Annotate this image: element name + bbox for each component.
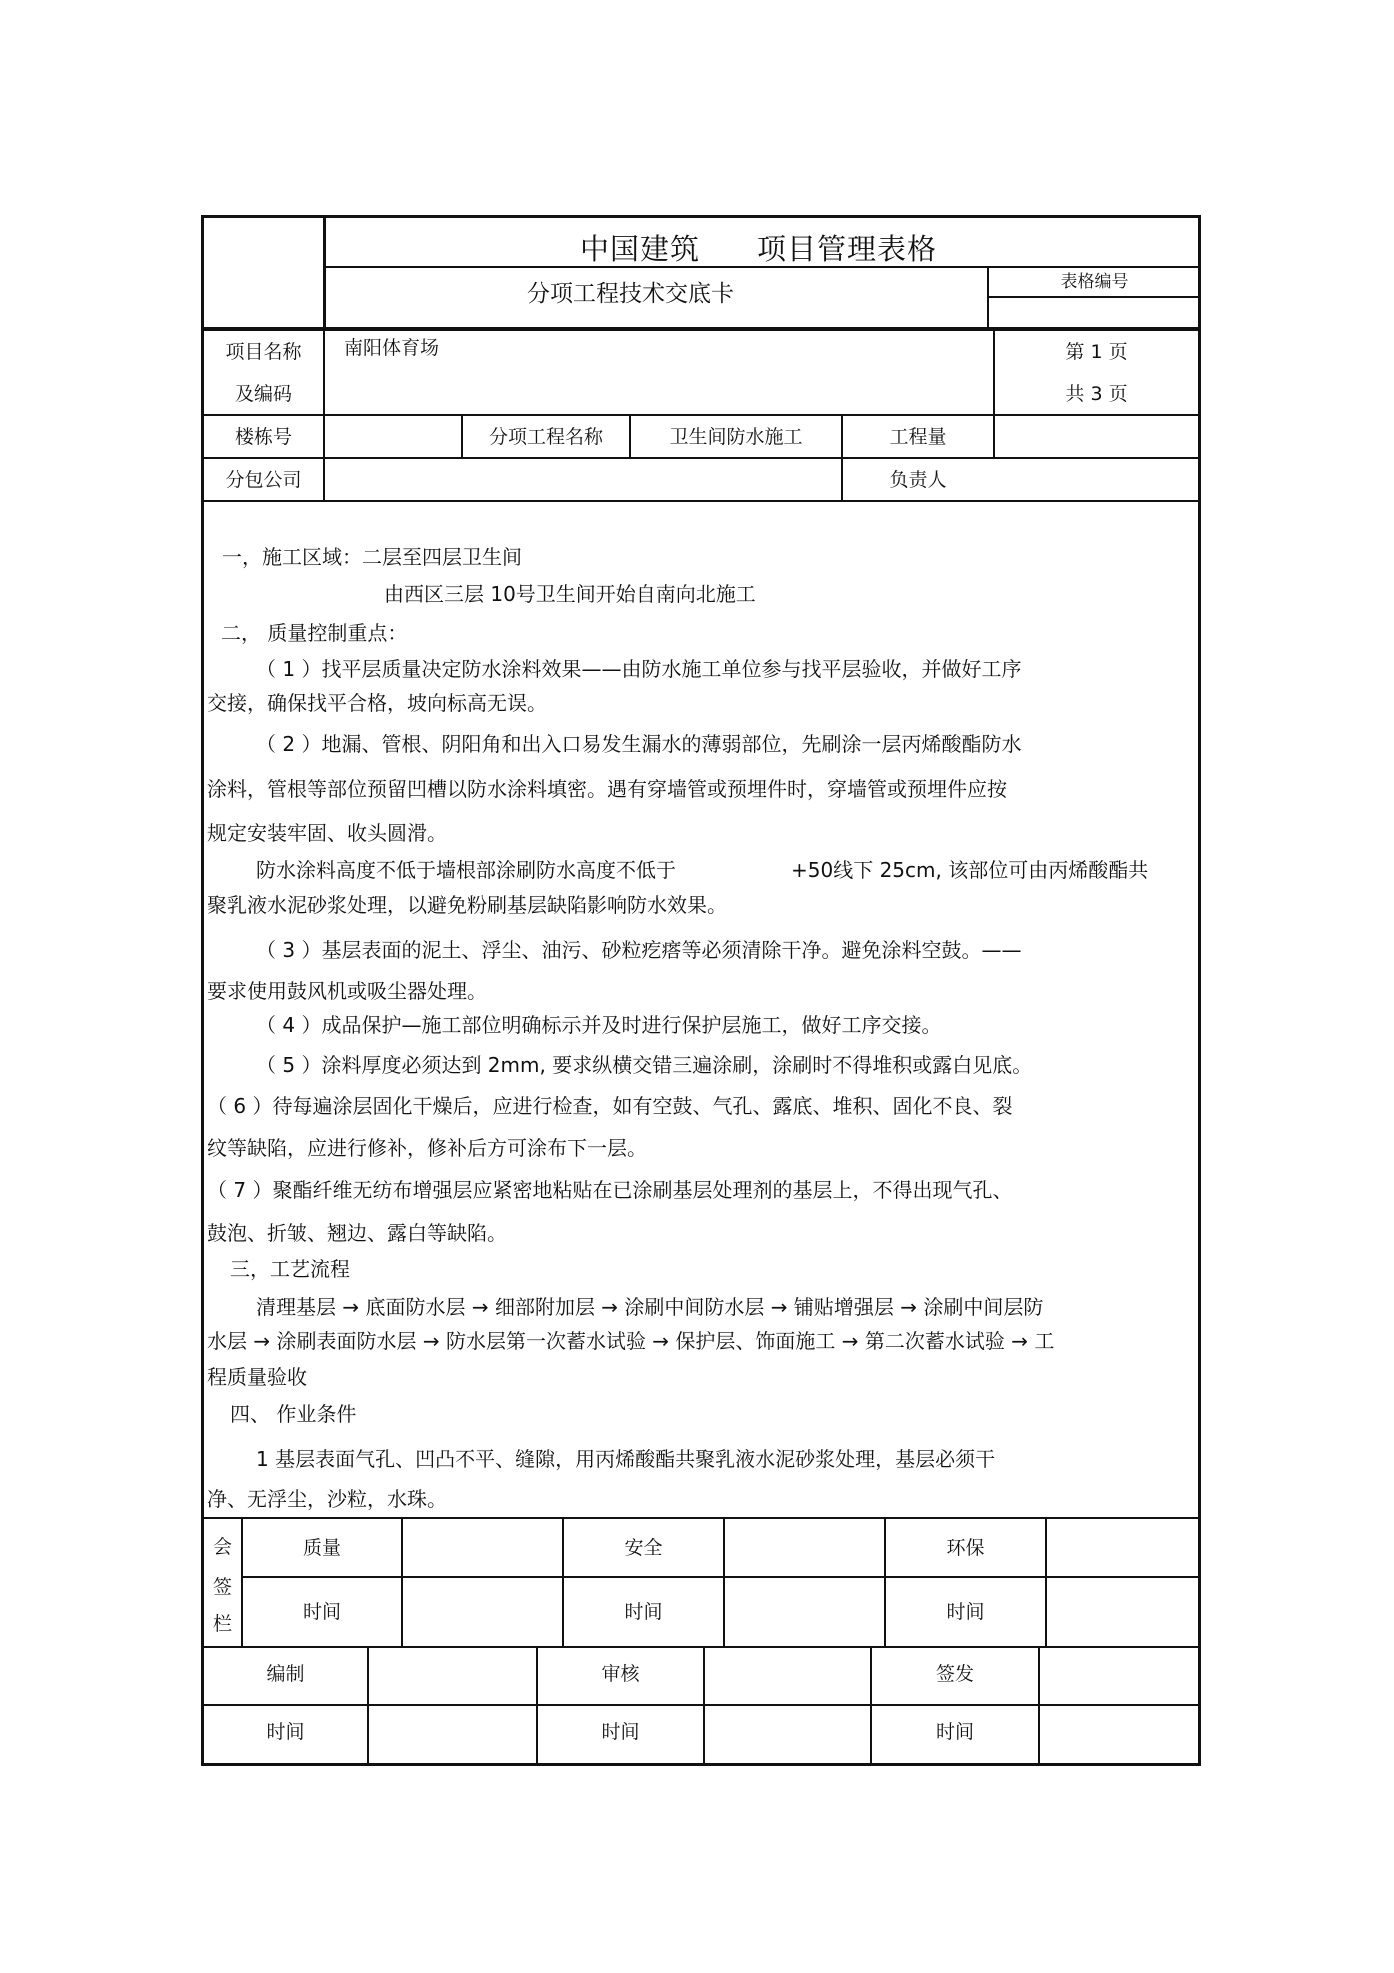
- safety-time-label: 时间: [624, 1601, 663, 1623]
- content-line: 鼓泡、折皱、翘边、露白等缺陷。: [207, 1221, 507, 1245]
- environment-label: 环保: [946, 1537, 985, 1559]
- project-name-label-2: 及编码: [234, 383, 292, 405]
- safety-label: 安全: [624, 1537, 663, 1559]
- form-title: 项目管理表格: [757, 232, 938, 266]
- subitem-value[interactable]: 卫生间防水施工: [669, 426, 803, 448]
- countersign-label-1: 会: [212, 1536, 232, 1558]
- content-line: 三，工艺流程: [230, 1257, 350, 1281]
- subcontractor-label: 分包公司: [225, 469, 302, 491]
- form-number-label: 表格编号: [1060, 272, 1129, 292]
- environment-time-label: 时间: [946, 1601, 985, 1623]
- content-line: 水层 → 涂刷表面防水层 → 防水层第一次蓄水试验 → 保护层、饰面施工 → 第二次蓄水试验 → 工: [207, 1329, 1055, 1353]
- quality-time-label: 时间: [302, 1601, 341, 1623]
- content-line: 防水涂料高度不低于墙根部涂刷防水高度不低于: [256, 858, 676, 882]
- content-line: 聚乳液水泥砂浆处理，以避免粉刷基层缺陷影响防水效果。: [207, 893, 727, 917]
- project-name-label-1: 项目名称: [225, 341, 302, 363]
- review-time-label: 时间: [601, 1721, 640, 1743]
- content-line: 1 基层表面气孔、凹凸不平、缝隙，用丙烯酸酯共聚乳液水泥砂浆处理，基层必须干: [256, 1447, 996, 1471]
- card-title: 分项工程技术交底卡: [527, 281, 734, 307]
- quantity-label: 工程量: [889, 426, 947, 448]
- content-line: +50线下 25cm, 该部位可由丙烯酸酯共: [791, 858, 1149, 882]
- compile-time-label: 时间: [266, 1721, 305, 1743]
- quality-label: 质量: [302, 1537, 341, 1559]
- content-line: 净、无浮尘，沙粒，水珠。: [207, 1487, 447, 1511]
- content-line: 程质量验收: [207, 1365, 307, 1389]
- page-current: 第 1 页: [1065, 341, 1128, 363]
- content-line: 四、 作业条件: [230, 1402, 357, 1426]
- person-in-charge-label: 负责人: [889, 469, 947, 491]
- compile-label: 编制: [266, 1663, 305, 1685]
- issue-time-label: 时间: [935, 1721, 974, 1743]
- countersign-label-2: 签: [212, 1576, 232, 1598]
- content-line: 二， 质量控制重点：: [221, 621, 408, 645]
- company-name: 中国建筑: [580, 232, 701, 266]
- content-line: （ 1 ）找平层质量决定防水涂料效果——由防水施工单位参与找平层验收，并做好工序: [256, 657, 1022, 681]
- building-label: 楼栋号: [234, 426, 292, 448]
- content-line: 规定安装牢固、收头圆滑。: [207, 821, 447, 845]
- content-line: 涂料，管根等部位预留凹槽以防水涂料填密。遇有穿墙管或预埋件时，穿墙管或预埋件应按: [207, 777, 1007, 801]
- content-line: 一，施工区域：二层至四层卫生间: [222, 545, 522, 569]
- content-line: 清理基层 → 底面防水层 → 细部附加层 → 涂刷中间防水层 → 铺贴增强层 → 涂刷中间层防: [256, 1295, 1044, 1319]
- subitem-label: 分项工程名称: [488, 426, 603, 448]
- content-line: （ 6 ）待每遍涂层固化干燥后，应进行检查，如有空鼓、气孔、露底、堆积、固化不良、裂: [207, 1094, 1013, 1118]
- content-line: 由西区三层 10号卫生间开始自南向北施工: [384, 582, 756, 606]
- content-line: （ 7 ）聚酯纤维无纺布增强层应紧密地粘贴在已涂刷基层处理剂的基层上，不得出现气孔、: [207, 1178, 1013, 1202]
- content-line: 要求使用鼓风机或吸尘器处理。: [207, 979, 487, 1003]
- content-line: 纹等缺陷，应进行修补，修补后方可涂布下一层。: [207, 1136, 647, 1160]
- issue-label: 签发: [935, 1663, 974, 1685]
- countersign-label-3: 栏: [212, 1613, 232, 1635]
- content-line: （ 2 ）地漏、管根、阴阳角和出入口易发生漏水的薄弱部位，先刷涂一层丙烯酸酯防水: [256, 732, 1022, 756]
- content-line: （ 5 ）涂料厚度必须达到 2mm, 要求纵横交错三遍涂刷，涂刷时不得堆积或露白见底。: [256, 1053, 1033, 1077]
- page-total: 共 3 页: [1065, 383, 1128, 405]
- project-name-value[interactable]: 南阳体育场: [344, 337, 440, 359]
- content-line: 交接，确保找平合格，坡向标高无误。: [207, 691, 547, 715]
- review-label: 审核: [601, 1663, 640, 1685]
- content-line: （ 3 ）基层表面的泥土、浮尘、油污、砂粒疙瘩等必须清除干净。避免涂料空鼓。——: [256, 938, 1022, 962]
- content-line: （ 4 ）成品保护—施工部位明确标示并及时进行保护层施工，做好工序交接。: [256, 1013, 942, 1037]
